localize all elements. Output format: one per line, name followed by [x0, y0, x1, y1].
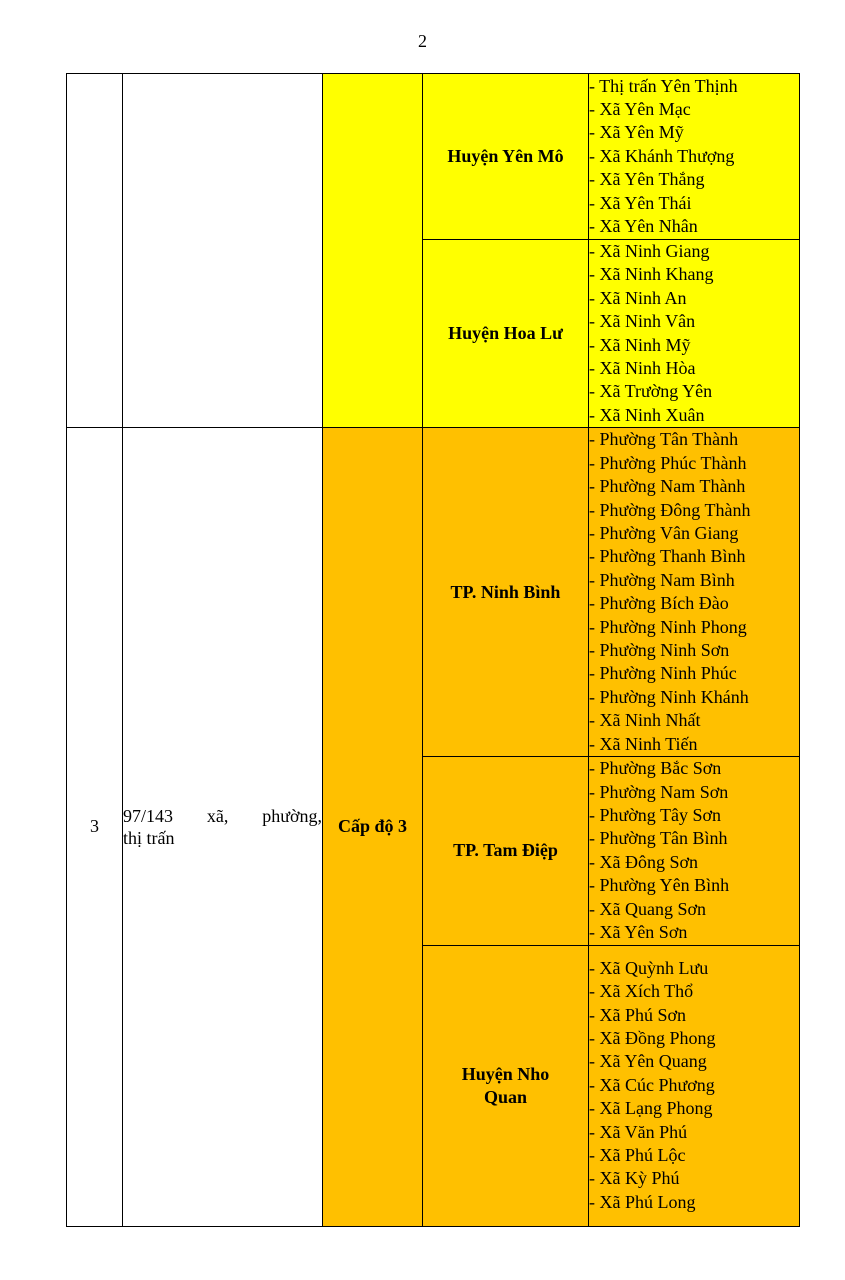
list-item: - Phường Vân Giang: [589, 523, 739, 544]
count-cell: [123, 428, 323, 1226]
list-item: - Xã Đông Sơn: [589, 851, 699, 872]
list-item: - Xã Ninh Xuân: [589, 404, 705, 425]
list-item: - Xã Trường Yên: [589, 381, 713, 402]
list-item: - Phường Nam Bình: [589, 569, 735, 590]
list-item: - Phường Tân Bình: [589, 828, 728, 849]
communes-cell: [589, 428, 800, 757]
communes-cell: [589, 74, 800, 240]
district-cell: Huyện Yên Mô: [423, 74, 589, 240]
list-item: - Xã Phú Long: [589, 1191, 696, 1212]
communes-cell: [589, 945, 800, 1226]
list-item: - Phường Nam Thành: [589, 476, 746, 497]
stt-cell-empty: [67, 74, 123, 428]
list-item: - Phường Ninh Sơn: [589, 640, 730, 661]
district-name-line1: Huyện Nho: [461, 1063, 550, 1084]
list-item: - Phường Bích Đào: [589, 593, 729, 614]
list-item: - Xã Yên Mạc: [589, 98, 691, 119]
list-item: - Xã Phú Lộc: [589, 1145, 686, 1166]
list-item: - Xã Yên Thái: [589, 192, 692, 213]
list-item: - Phường Tân Thành: [589, 429, 739, 450]
list-item: - Phường Tây Sơn: [589, 805, 721, 826]
list-item: - Xã Ninh Vân: [589, 311, 696, 332]
list-item: - Phường Nam Sơn: [589, 781, 729, 802]
list-item: - Xã Yên Thắng: [589, 169, 705, 190]
communes-cell: [589, 240, 800, 428]
list-item: - Phường Ninh Phúc: [589, 663, 737, 684]
commune-level-table: [66, 73, 800, 1227]
list-item: - Xã Văn Phú: [589, 1121, 688, 1142]
list-item: - Xã Lạng Phong: [589, 1098, 713, 1119]
table-row: [67, 74, 800, 240]
list-item: - Xã Đồng Phong: [589, 1027, 716, 1048]
list-item: - Xã Yên Quang: [589, 1051, 707, 1072]
list-item: - Xã Quỳnh Lưu: [589, 957, 709, 978]
list-item: - Xã Ninh Khang: [589, 264, 714, 285]
list-item: - Phường Thanh Bình: [589, 546, 746, 567]
list-item: - Xã Quang Sơn: [589, 898, 706, 919]
count-cell-empty: [123, 74, 323, 428]
list-item: - Xã Cúc Phương: [589, 1074, 715, 1095]
list-item: - Phường Yên Bình: [589, 875, 730, 896]
count-text-line2: thị trấn: [123, 827, 175, 848]
list-item: - Thị trấn Yên Thịnh: [589, 75, 738, 96]
list-item: - Xã Phú Sơn: [589, 1004, 687, 1025]
district-cell: TP. Tam Điệp: [423, 757, 589, 945]
list-item: - Phường Đông Thành: [589, 499, 751, 520]
district-name-line2: Quan: [483, 1086, 528, 1107]
list-item: - Xã Xích Thổ: [589, 981, 694, 1002]
list-item: - Xã Ninh Tiến: [589, 733, 698, 754]
list-item: - Xã Ninh Nhất: [589, 710, 701, 731]
list-item: - Phường Ninh Phong: [589, 616, 747, 637]
level-cell-level2: [323, 74, 423, 428]
list-item: - Xã Yên Mỹ: [589, 122, 684, 143]
list-item: - Xã Yên Sơn: [589, 922, 688, 943]
district-cell: TP. Ninh Bình: [423, 428, 589, 757]
list-item: - Phường Ninh Khánh: [589, 686, 749, 707]
list-item: - Xã Yên Nhân: [589, 216, 698, 237]
table-row: [67, 428, 800, 757]
communes-cell: [589, 757, 800, 945]
list-item: - Xã Ninh Hòa: [589, 358, 696, 379]
count-text-line1: 97/143 xã, phường,: [123, 805, 322, 826]
list-item: - Xã Kỳ Phú: [589, 1168, 680, 1189]
list-item: - Phường Bắc Sơn: [589, 758, 722, 779]
district-cell: Huyện Hoa Lư: [423, 240, 589, 428]
list-item: - Phường Phúc Thành: [589, 452, 747, 473]
list-item: - Xã Ninh Mỹ: [589, 334, 691, 355]
list-item: - Xã Ninh Giang: [589, 241, 710, 261]
stt-cell: 3: [67, 428, 123, 1226]
level-cell: Cấp độ 3: [323, 428, 423, 1226]
page-number: 2: [418, 31, 427, 51]
list-item: - Xã Ninh An: [589, 287, 687, 308]
district-cell: [423, 945, 589, 1226]
list-item: - Xã Khánh Thượng: [589, 145, 735, 166]
